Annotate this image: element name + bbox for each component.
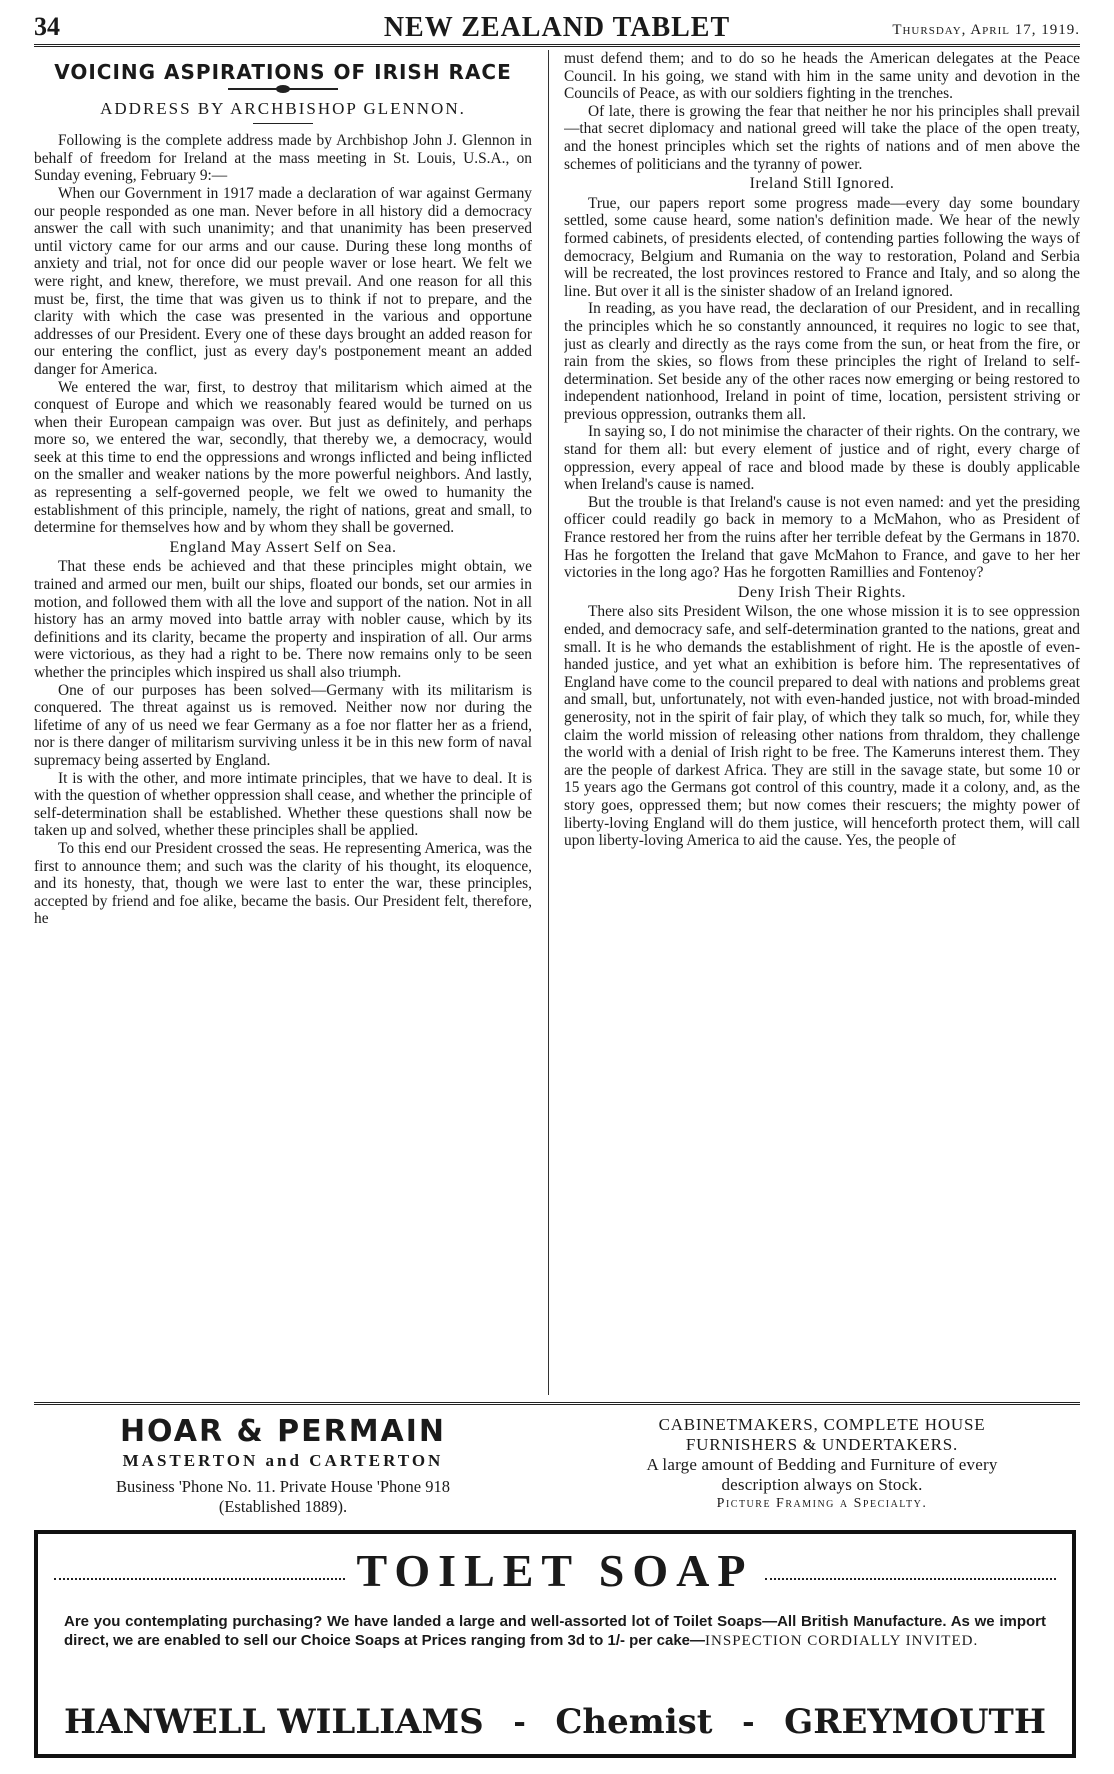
paragraph: It is with the other, and more intimate principles, that we have to deal. It is with the question of whether oppression shall cease, and whether the principle of self-determination shall be established. Whether these questions shall now be taken up and solved, whether these principles shall be applied. xyxy=(34,769,532,840)
soap-invite: INSPECTION CORDIALLY INVITED. xyxy=(705,1633,979,1649)
soap-footer xyxy=(64,1702,1046,1742)
separator: - xyxy=(742,1704,755,1740)
article-subhead: ADDRESS BY ARCHBISHOP GLENNON. xyxy=(100,98,466,118)
section-heading: Deny Irish Their Rights. xyxy=(737,583,907,601)
paragraph: That these ends be achieved and that these principles might obtain, we trained and armed our men, built our ships, floated our bonds, set our armies in motion, and followed them with all the love and support of the nation. Not in all history has an army moved into battle array with nobler cause, which by its definitions and its clarity, became the property and inspiration of all. Our arms were victorious, as they had a right to be. There now remains only to be seen whether the principles which inspired us shall also triumph. xyxy=(34,558,532,681)
article-headline: VOICING ASPIRATIONS OF IRISH RACE xyxy=(54,60,512,84)
paragraph: In reading, as you have read, the declaration of our President, and in recalling the principles which he so constantly announced, it requires no logic to see that, just as clearly and directly as the rays come from the sun, or heat from the fire, or rain from the skies, so flows from these principles the right of Ireland to self-determination. Set beside any of the other races now emerging or being restored to independent nationhood, Ireland in point of time, location, persistent striving or previous oppression, outranks them all. xyxy=(564,300,1080,423)
paper-title: NEW ZEALAND TABLET xyxy=(383,12,731,43)
paragraph: must defend them; and to do so he heads the American delegates at the Peace Council. In his going, we stand with him in the same unity and devotion in the Councils of Peace, as with our soldiers fighting in the trenches. xyxy=(564,50,1080,103)
merchant-trade: Chemist xyxy=(555,1702,713,1742)
merchant-name: HANWELL WILLIAMS xyxy=(64,1702,484,1742)
section-heading: England May Assert Self on Sea. xyxy=(169,538,397,556)
paragraph: True, our papers report some progress made—every day some boundary settled, some cause heard, some nation's definition made. We hear of the newly formed cabinets, of presidents elected, of contending parties following the ways of democracy, Belgium and Rumania on the way to restoration, Poland and Serbia will be recreated, the lost provinces restored to France and Italy, and so along the line. But over it all is the sinister shadow of an Ireland ignored. xyxy=(564,194,1080,300)
ad-towns: MASTERTON and CARTERTON xyxy=(122,1451,444,1470)
ad-phones: Business 'Phone No. 11. Private House 'Phone 918 xyxy=(116,1477,450,1496)
paragraph: There also sits President Wilson, the one whose mission it is to see oppression ended, and democracy safe, and self-determination granted to the nations, great and small. It is he who demands the establishment of right. He is the apostle of even-handed justice, and yet what an exhibition is before him. The representatives of England have come to the council prepared to deal with nations and problems great and small, but, unfortunately, not with even-handed justice, not with broad-minded generosity, not in the spirit of fair play, of which they talk so much, for, while they claim the world mission of releasing other nations from thraldom, they challenge the world with a denial of Irish right to be free. The Kameruns interest them. They are the people of darkest Africa. They are still in the savage state, but some 10 or 15 years ago the Germans got control of this country, made it a colony, and, as the story goes, oppressed them; but now comes their rescuers; the mighty power of liberty-loving England will do them justice, will henceforth protect them, will call upon liberty-loving America to aid the cause. Yes, the people of xyxy=(564,603,1080,850)
paragraph: When our Government in 1917 made a declaration of war against Germany our people responded as one man. Never before in all history did a democracy answer the call with such unanimity; and that unanimity has been preserved until victory came for our arms and our cause. During these long months of anxiety and trial, not for once did our people waver or lose heart. We felt we were right, and knew, therefore, we must prevail. And one reason for all this must be, first, the time that was given us to think if not to prepare, and the clarity with which the case was presented in the various and opportune addresses of our President. Every one of these days brought an added reason for our entering the conflict, just as every day's postponement meant an added danger for America. xyxy=(34,184,532,378)
ads-divider xyxy=(34,1402,1080,1409)
ad-business-name: HOAR & PERMAIN xyxy=(119,1414,447,1449)
newspaper-page xyxy=(34,10,1080,1760)
right-column xyxy=(564,50,1080,1395)
ad-line: CABINETMAKERS, COMPLETE HOUSE xyxy=(658,1415,986,1434)
subhead-rule xyxy=(253,123,313,124)
soap-title: TOILET SOAP xyxy=(356,1544,754,1596)
ad-line: A large amount of Bedding and Furniture of every xyxy=(646,1455,998,1474)
masthead xyxy=(34,10,1080,47)
ad-cabinetmakers xyxy=(564,1415,1080,1513)
paragraph: Of late, there is growing the fear that neither he nor his principles shall prevail—that secret diplomacy and national greed will take the place of the open treaty, and the honest principles which set the rights of nations and of men above the schemes of politicians and the tyranny of power. xyxy=(564,102,1080,173)
ad-established: (Established 1889). xyxy=(218,1497,348,1516)
ad-line: FURNISHERS & UNDERTAKERS. xyxy=(685,1435,959,1454)
section-heading: Ireland Still Ignored. xyxy=(749,175,895,193)
page-number: 34 xyxy=(34,12,60,41)
paragraph: In saying so, I do not minimise the character of their rights. On the contrary, we stand for them all: but every element of justice and of right, every charge of oppression, every appeal of race and blood made by these is doubly applicable when Ireland's cause is named. xyxy=(564,423,1080,494)
left-column xyxy=(34,50,532,1395)
merchant-town: GREYMOUTH xyxy=(784,1702,1046,1742)
paragraph: But the trouble is that Ireland's cause is not even named: and yet the presiding officer could readily go back in memory to a McMahon, who as President of France restored her from the ruins after her terrible defeat by the Germans in 1870. Has he forgotten the Ireland that gave McMahon to France, and gave to her her victories in the long ago? Has he forgotten Ramillies and Fontenoy? xyxy=(564,493,1080,582)
dotted-leader xyxy=(54,1578,345,1580)
article-columns xyxy=(34,50,1080,1395)
issue-date: Thursday, April 17, 1919. xyxy=(892,22,1080,38)
soap-body xyxy=(64,1612,1046,1651)
ad-hoar-permain xyxy=(34,1415,532,1517)
soap-text: Are you contemplating purchasing? We have landed a large and well-assorted lot of Toilet Soaps—All British Manufacture. As we import direct, we are enabled to sell our Choice Soaps at Prices ranging from 3d to 1/- per cake— xyxy=(64,1613,1046,1649)
headline-ornament xyxy=(228,88,338,90)
ad-specialty: Picture Framing a Specialty. xyxy=(716,1496,928,1511)
separator: - xyxy=(513,1704,526,1740)
column-divider xyxy=(548,50,549,1395)
ad-line: description always on Stock. xyxy=(721,1475,923,1494)
paragraph: Following is the complete address made by Archbishop John J. Glennon in behalf of freedom for Ireland at the mass meeting in St. Louis, U.S.A., on Sunday evening, February 9:— xyxy=(34,132,532,185)
paragraph: We entered the war, first, to destroy that militarism which aimed at the conquest of Europe and which we reasonably feared would be turned on us when their European campaign was over. But just as definitely, and perhaps more so, we entered the war, secondly, that thereby we, a democracy, would seek at this time to end the oppressions and wrongs inflicted and being inflicted on the smaller and weaker nations by the more powerful neighbors. And lastly, as representing a self-governed people, we felt we owed to humanity the establishment of this principle, namely, the right of nations, great and small, to determine for themselves how and by whom they shall be governed. xyxy=(34,378,532,537)
soap-title-row xyxy=(54,1546,1056,1594)
ad-toilet-soap xyxy=(34,1530,1076,1758)
paragraph: To this end our President crossed the seas. He representing America, was the first to announce them; and such was the clarity of his thought, its eloquence, and its honesty, that, though we were last to enter the war, these principles, accepted by friend and foe alike, became the basis. Our President felt, therefore, he xyxy=(34,839,532,928)
paragraph: One of our purposes has been solved—Germany with its militarism is conquered. The threat against us is removed. Neither now nor during the lifetime of any of us need we fear Germany as a foe nor flatter her as a friend, nor is there danger of militarism surviving unless it be in this new form of naval supremacy being asserted by England. xyxy=(34,681,532,769)
dotted-leader xyxy=(765,1578,1056,1580)
